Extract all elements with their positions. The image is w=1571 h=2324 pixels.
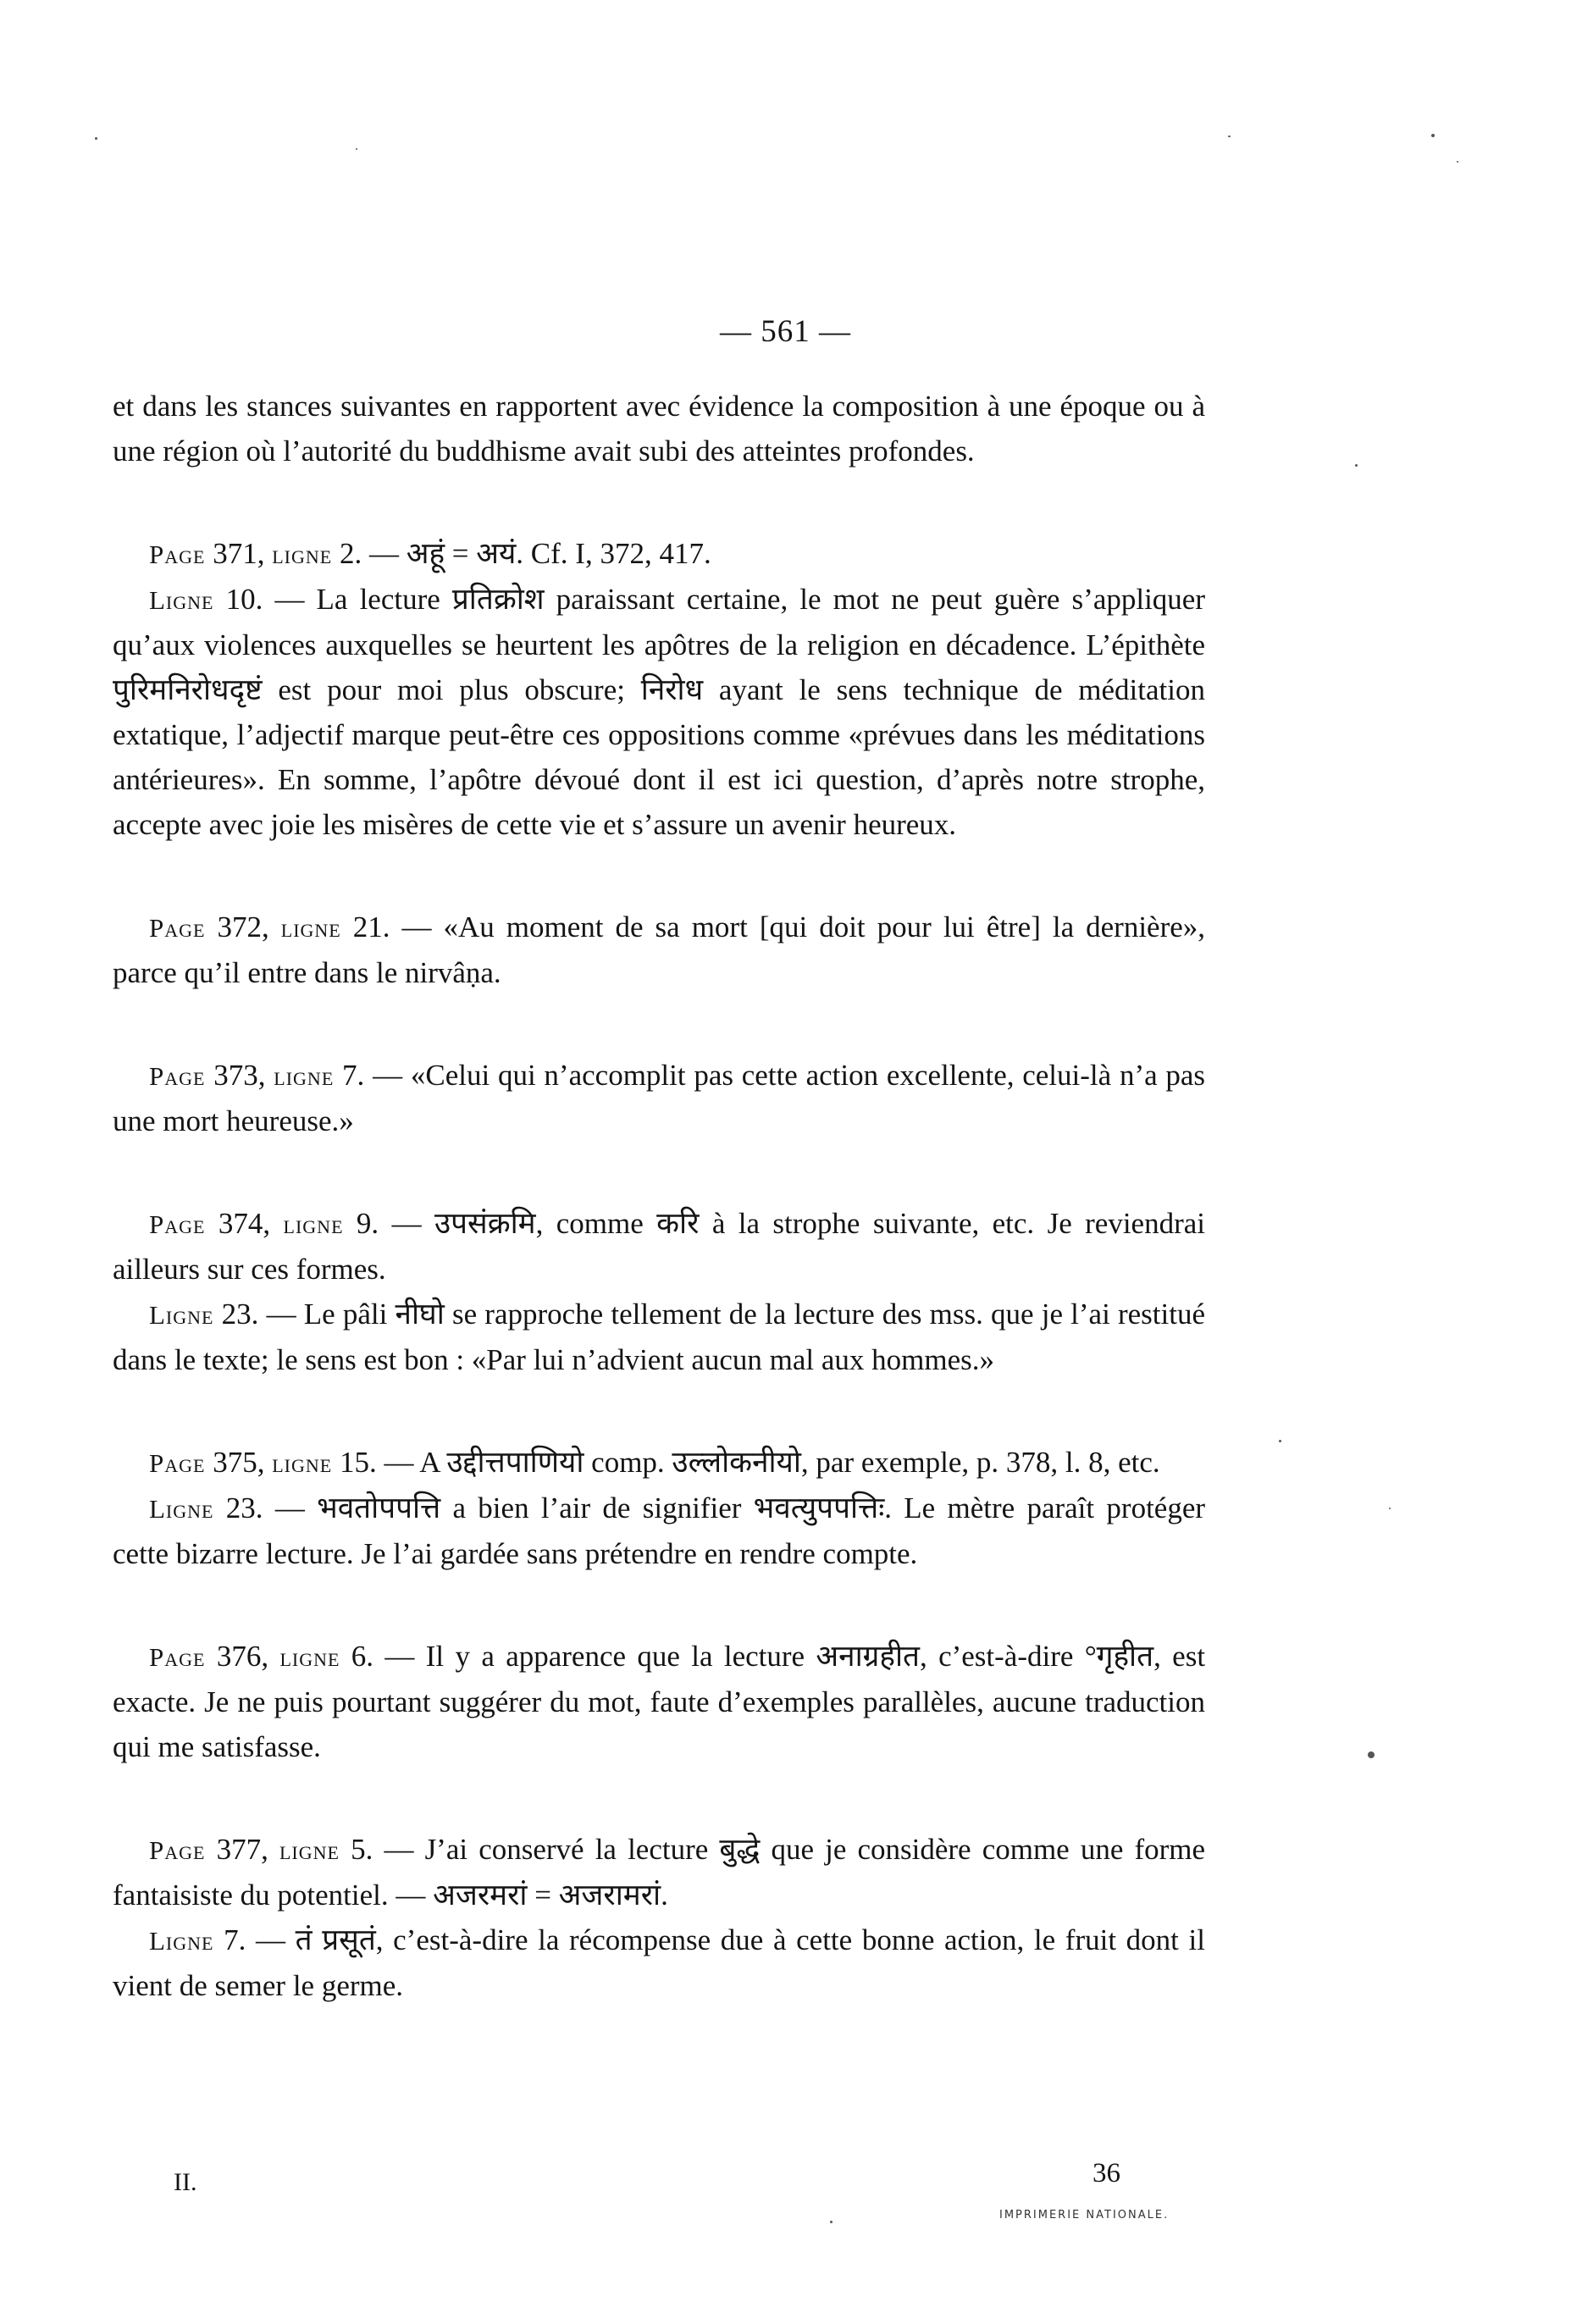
- ref-page-number: 371,: [213, 537, 265, 570]
- paragraph-gap: [113, 473, 1205, 531]
- paragraph-gap: [113, 995, 1205, 1053]
- scan-speck: [1457, 161, 1458, 163]
- ref-line-number: 23.: [221, 1298, 259, 1331]
- ref-page-label: Page: [149, 1642, 206, 1672]
- note-text: — उपसंक्रमि, comme करि à la strophe suivante, etc. Je reviendrai ailleurs sur ces formes.: [113, 1207, 1206, 1286]
- ref-line-number: 9.: [356, 1207, 379, 1240]
- paragraph-gap: [113, 847, 1205, 905]
- note-line-7: [113, 1917, 1205, 2008]
- note-line-23: [113, 1292, 1205, 1382]
- note-page-372-line-21: [113, 905, 1205, 995]
- scan-speck: [95, 137, 97, 140]
- ref-line-label: Ligne: [149, 1300, 214, 1330]
- ref-line-number: 5.: [351, 1833, 373, 1866]
- ref-line-number: 23.: [225, 1491, 263, 1524]
- note-text: — A उद्दीत्तपाणियो comp. उल्लोकनीयो, par exemple, p. 378, l. 8, etc.: [384, 1446, 1160, 1479]
- note-text: — तं प्रसूतं, c’est-à-dire la récompense due à cette bonne action, le fruit dont il vient de semer le germe.: [113, 1923, 1205, 2002]
- printer-imprint: IMPRIMERIE NATIONALE.: [999, 2209, 1170, 2222]
- ref-line-label: Ligne: [149, 1494, 214, 1524]
- note-page-373-line-7: [113, 1053, 1205, 1143]
- scan-speck: [356, 148, 357, 150]
- note-text: — Il y a apparence que la lecture अनाग्रहीत, c’est-à-dire °गृहीत, est exacte. Je ne puis pourtant suggérer du mot, faute d’exemples parallèles, aucune traduction qui me satisfasse.: [113, 1640, 1206, 1763]
- note-page-377-line-5: [113, 1827, 1205, 1917]
- note-page-375-line-15: [113, 1440, 1205, 1486]
- scan-speck: [830, 2221, 833, 2223]
- ref-line-label: ligne: [279, 1835, 340, 1865]
- note-page-376-line-6: [113, 1634, 1205, 1769]
- note-line-10: [113, 577, 1205, 847]
- paragraph-continuation: et dans les stances suivantes en rapportent avec évidence la composition à une époque ou à une région où l’autorité du buddhisme avait subi des atteintes profondes.: [113, 390, 1205, 468]
- note-text: — Le pâli नीघो se rapproche tellement de la lecture des mss. que je l’ai restitué dans le texte; le sens est bon : «Par lui n’advient aucun mal aux hommes.»: [113, 1298, 1206, 1376]
- ref-page-label: Page: [149, 1209, 206, 1239]
- note-page-371-line-2: [113, 531, 1205, 577]
- ref-line-label: ligne: [272, 1448, 333, 1478]
- ref-line-label: Ligne: [149, 585, 214, 615]
- page-number: — 561 —: [720, 314, 851, 349]
- ref-page-number: 377,: [216, 1833, 268, 1866]
- ref-line-number: 15.: [339, 1446, 377, 1479]
- ref-line-number: 2.: [339, 537, 362, 570]
- ref-line-label: ligne: [283, 1209, 344, 1239]
- scan-speck: [1389, 1508, 1391, 1509]
- ref-line-label: ligne: [272, 540, 333, 569]
- ref-line-number: 10.: [225, 583, 263, 616]
- ref-page-label: Page: [149, 540, 206, 569]
- paragraph-gap: [113, 1576, 1205, 1634]
- ref-page-label: Page: [149, 1061, 206, 1091]
- ref-line-label: ligne: [274, 1061, 335, 1091]
- scan-speck: [1279, 1440, 1281, 1442]
- ref-line-number: 6.: [351, 1640, 374, 1673]
- ref-line-number: 7.: [342, 1059, 365, 1092]
- ref-page-number: 374,: [218, 1207, 271, 1240]
- note-text: — भवतोपपत्ति a bien l’air de signifier भवत्युपपत्तिः. Le mètre paraît protéger cette bizarre lecture. Je l’ai gardée sans prétendre en rendre compte.: [113, 1491, 1206, 1570]
- paragraph-gap: [113, 1382, 1205, 1440]
- ref-line-label: ligne: [280, 913, 341, 943]
- text-column: [113, 384, 1205, 2008]
- note-text: — «Celui qui n’accomplit pas cette action excellente, celui-là n’a pas une mort heureuse.»: [113, 1059, 1206, 1137]
- scan-speck: [1431, 134, 1435, 137]
- ref-line-number: 21.: [352, 910, 390, 943]
- scan-speck: [1368, 1751, 1375, 1758]
- paragraph-gap: [113, 1769, 1205, 1827]
- signature-mark: II.: [174, 2168, 197, 2196]
- ref-line-number: 7.: [224, 1923, 246, 1956]
- note-text: — «Au moment de sa mort [qui doit pour lui être] la dernière», parce qu’il entre dans le nirvâṇa.: [113, 910, 1206, 989]
- ref-page-number: 376,: [216, 1640, 269, 1673]
- ref-page-label: Page: [149, 913, 206, 943]
- ref-line-label: ligne: [279, 1642, 340, 1672]
- ref-page-label: Page: [149, 1835, 206, 1865]
- ref-page-label: Page: [149, 1448, 206, 1478]
- sheet-number: 36: [1093, 2158, 1120, 2188]
- note-text: — J’ai conservé la lecture बुद्धे que je considère comme une forme fantaisiste du potentiel. — अजरमरां = अजरामरां.: [113, 1833, 1206, 1912]
- note-line-23-b: [113, 1486, 1205, 1576]
- ref-line-label: Ligne: [149, 1926, 214, 1956]
- ref-page-number: 372,: [217, 910, 269, 943]
- note-text: — La lecture प्रतिक्रोश paraissant certaine, le mot ne peut guère s’appliquer qu’aux violences auxquelles se heurtent les apôtres de la religion en décadence. L’épithète पुरिमनिरोधदृष्टं est pour moi plus obscure; निरोध ayant le sens technique de méditation extatique, l’adjectif marque peut-être ces oppositions comme «prévues dans les méditations antérieures». En somme, l’apôtre dévoué dont il est ici question, d’après notre strophe, accepte avec joie les misères de cette vie et s’assure un avenir heureux.: [113, 583, 1206, 841]
- scan-speck: [1355, 464, 1358, 467]
- note-page-374-line-9: [113, 1201, 1205, 1292]
- ref-page-number: 375,: [213, 1446, 265, 1479]
- note-text: — अहूं = अयं. Cf. I, 372, 417.: [368, 537, 711, 570]
- paragraph-gap: [113, 1143, 1205, 1201]
- scan-speck: [1228, 136, 1231, 137]
- ref-page-number: 373,: [213, 1059, 266, 1092]
